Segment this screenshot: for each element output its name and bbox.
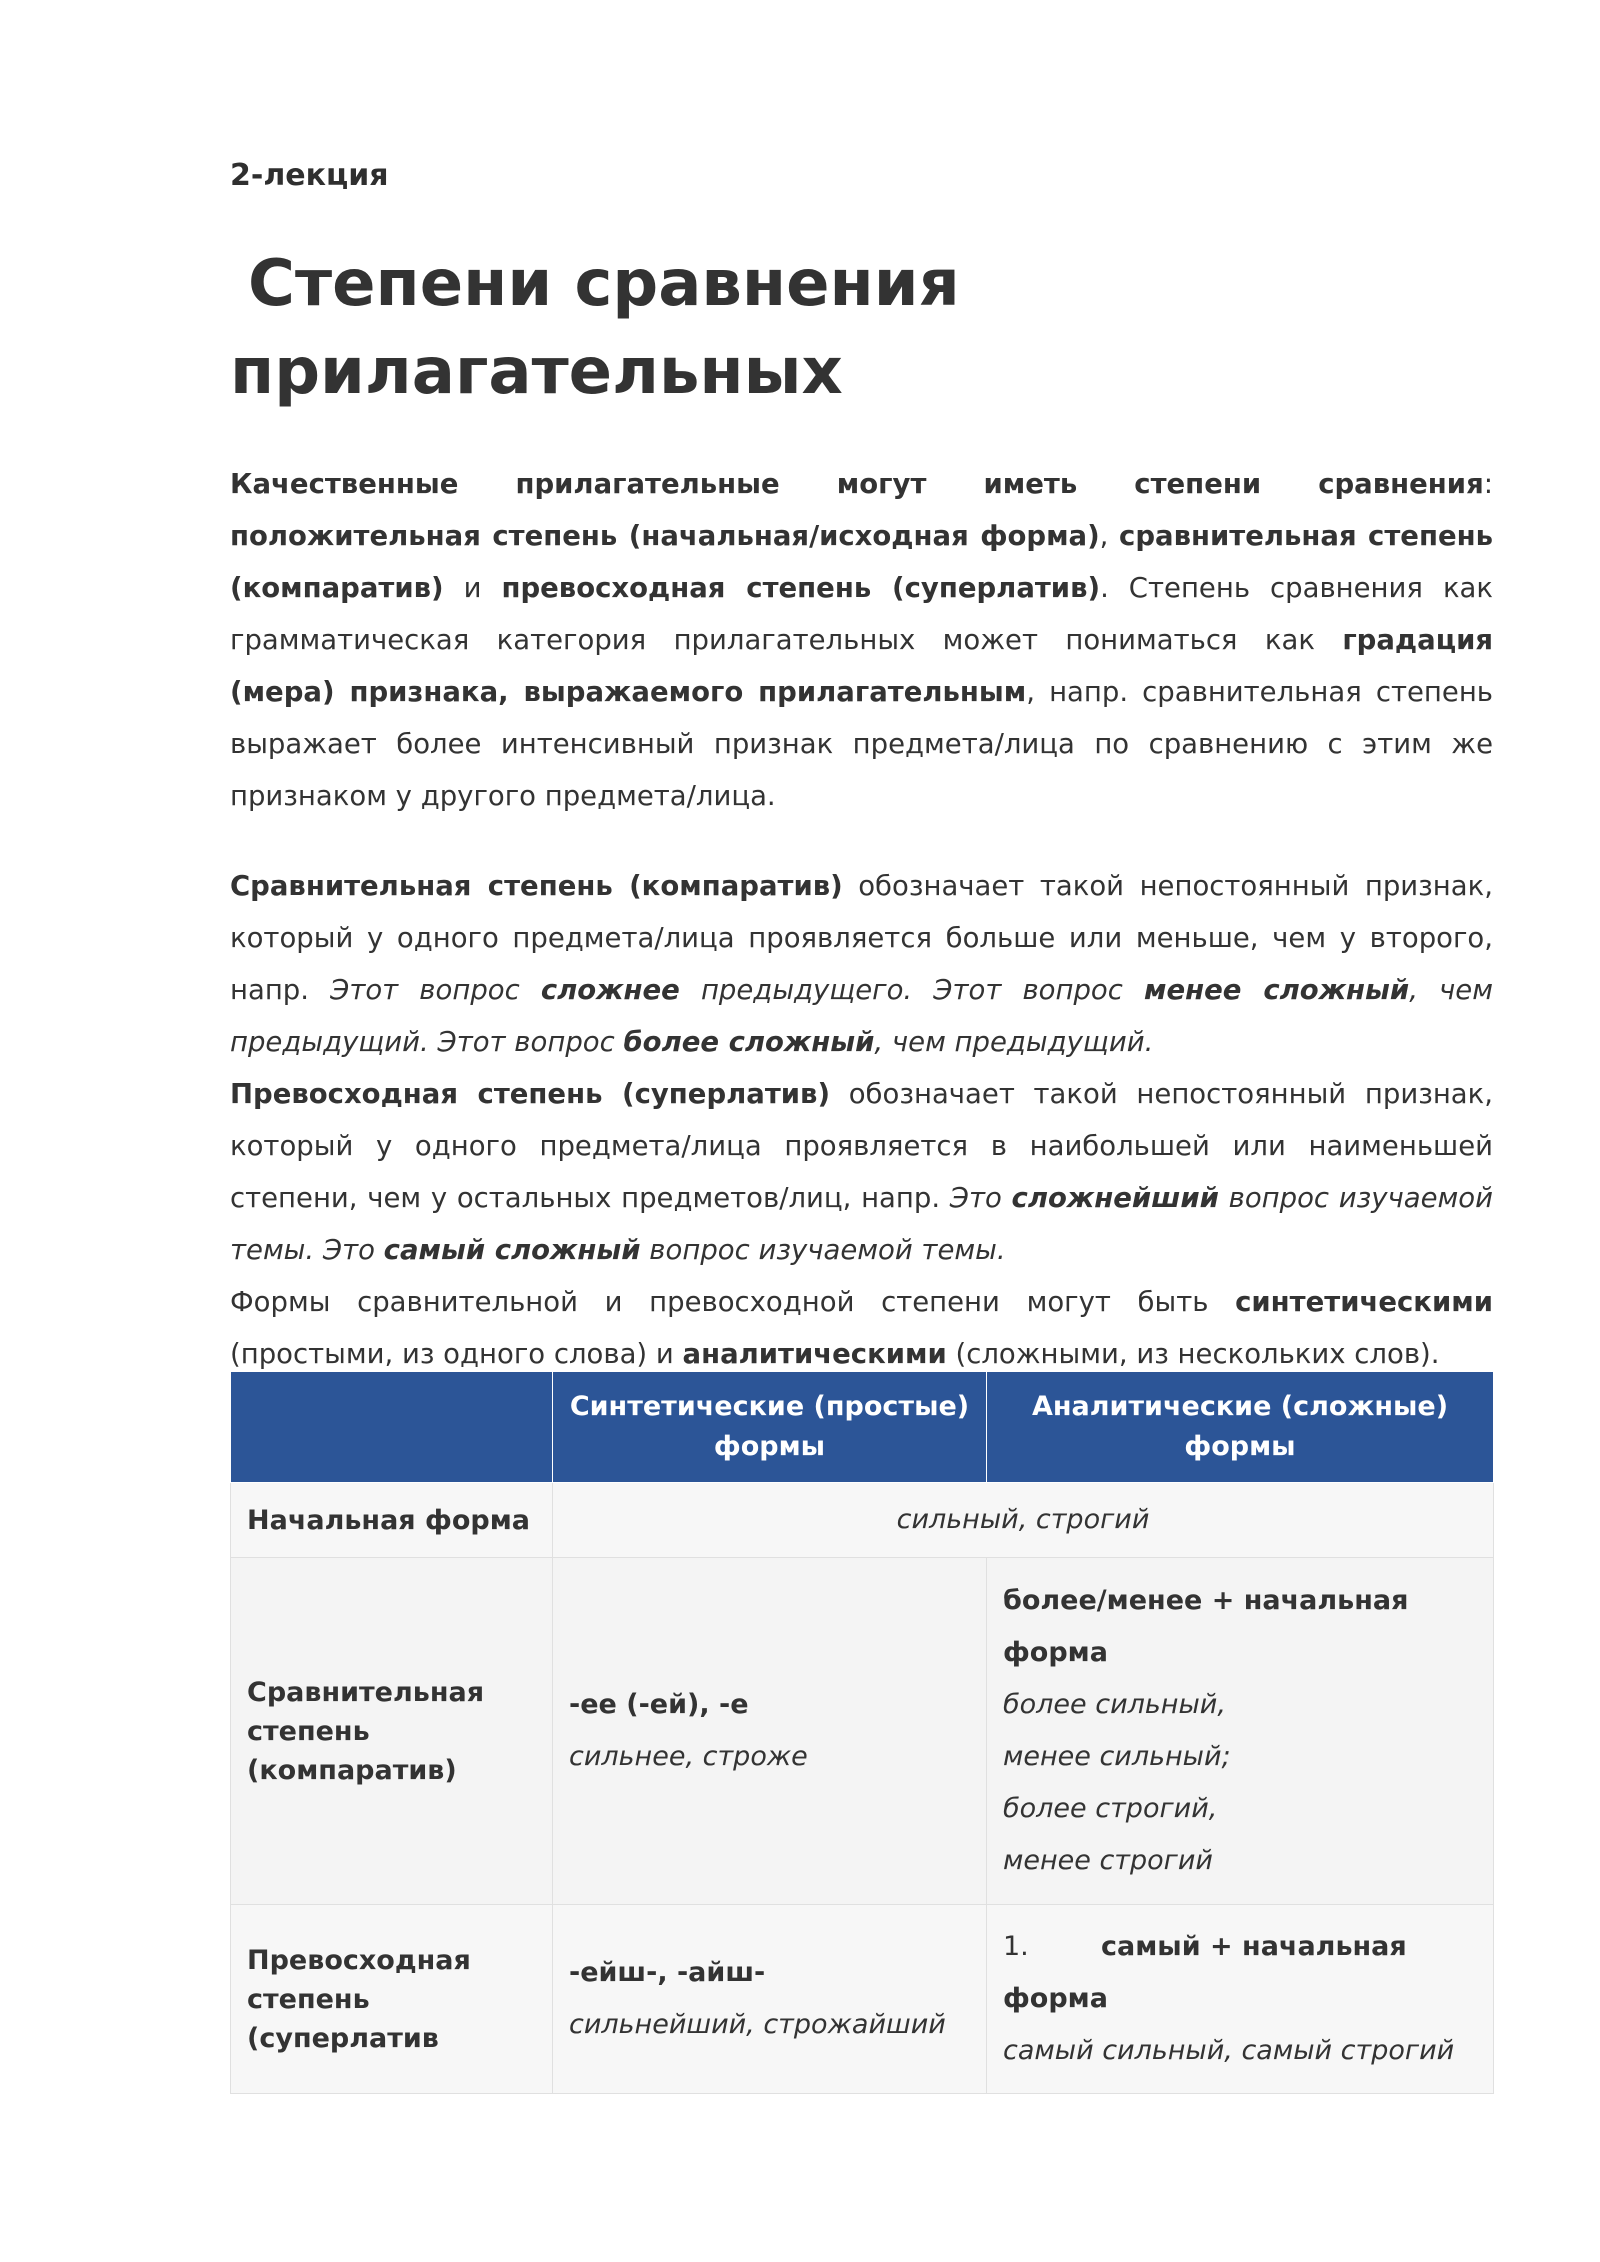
- italic-span: , чем предыдущий.: [874, 1026, 1154, 1058]
- intro-paragraph: [230, 458, 1493, 822]
- title-line-1: Степени сравнения: [248, 247, 960, 321]
- degrees-paragraph: [230, 860, 1493, 1380]
- italic-span: предыдущего. Этот вопрос: [679, 974, 1144, 1006]
- italic-span: вопрос изучаемой темы. Это: [230, 1182, 1493, 1266]
- superlative-analytic-rule: самый + начальная форма: [1003, 1931, 1407, 2014]
- italic-span: Этот вопрос: [330, 974, 541, 1006]
- list-number: 1.: [1003, 1931, 1029, 1962]
- bold-span: градация (мера) признака, выражаемого прилагательным: [230, 624, 1493, 708]
- italic-span: сильный, строгий: [896, 1504, 1150, 1535]
- bold-span: сравнительная степень (компаратив): [230, 520, 1493, 604]
- comparative-analytic-example: более строгий,: [1003, 1793, 1218, 1824]
- superlative-synthetic-rule: -ейш-, -айш-: [569, 1957, 766, 1988]
- bold-span: аналитическими: [682, 1338, 947, 1370]
- comparative-analytic-example: менее строгий: [1003, 1845, 1213, 1876]
- superlative-synthetic-example: сильнейший, строжайший: [569, 2009, 946, 2040]
- bold-span: менее сложный: [1143, 974, 1410, 1006]
- table-row-initial: [231, 1483, 1494, 1558]
- superlative-synthetic-cell: [553, 1905, 987, 2094]
- italic-span: , чем предыдущий. Этот вопрос: [230, 974, 1493, 1058]
- comparative-analytic-example: более сильный,: [1003, 1689, 1226, 1720]
- bold-span: положительная степень (начальная/исходная форма): [230, 520, 1100, 552]
- table-row-comparative: [231, 1558, 1494, 1905]
- bold-italic-span: [541, 974, 680, 1006]
- bold-span: Сравнительная степень (компаратив): [230, 870, 843, 902]
- comparative-synthetic-example: сильнее, строже: [569, 1741, 808, 1772]
- comparative-analytic-example: менее сильный;: [1003, 1741, 1231, 1772]
- bold-span: самый сложный: [383, 1234, 641, 1266]
- table-header-synthetic: Синтетические (простые) формы: [553, 1372, 987, 1483]
- comparative-analytic-cell: [987, 1558, 1494, 1905]
- bold-span: превосходная степень (суперлатив): [501, 572, 1101, 604]
- bold-italic-span: [1012, 1182, 1219, 1214]
- text-span: и: [443, 572, 502, 604]
- row-label-initial: Начальная форма: [231, 1483, 553, 1558]
- bold-italic-span: [1144, 974, 1409, 1006]
- title-line-2: прилагательных: [230, 335, 843, 409]
- text-span: :: [1483, 468, 1493, 500]
- bold-span: более сложный: [623, 1026, 875, 1058]
- bold-italic-span: [384, 1234, 641, 1266]
- table-row-superlative: [231, 1905, 1494, 2094]
- initial-form-value: [553, 1483, 1494, 1558]
- table-header-analytic: Аналитические (сложные) формы: [987, 1372, 1494, 1483]
- text-span: (сложными, из нескольких слов).: [946, 1338, 1440, 1370]
- page-title: [230, 240, 1030, 416]
- comparative-synthetic-cell: [553, 1558, 987, 1905]
- table-header-empty: [231, 1372, 553, 1483]
- italic-span: вопрос изучаемой темы.: [640, 1234, 1006, 1266]
- row-label-superlative: Превосходная степень (суперлатив: [231, 1905, 553, 2094]
- lecture-label: 2-лекция: [230, 158, 389, 193]
- bold-span: Превосходная степень (суперлатив): [230, 1078, 831, 1110]
- bold-span: синтетическими: [1235, 1286, 1493, 1318]
- bold-span: сложнее: [540, 974, 680, 1006]
- text-span: ,: [1099, 520, 1120, 552]
- row-label-comparative: Сравнительная степень (компаратив): [231, 1558, 553, 1905]
- text-span: обозначает такой непостоянный признак, который у одного предмета/лица проявляется в наибольшей или наименьшей степени, чем у остальных предметов/лиц, напр.: [230, 1078, 1493, 1214]
- comparative-analytic-rule: более/менее + начальная форма: [1003, 1585, 1409, 1668]
- text-span: . Степень сравнения как грамматическая категория прилагательных может пониматься как: [230, 572, 1494, 656]
- superlative-analytic-example: самый сильный, самый строгий: [1003, 2035, 1455, 2066]
- italic-span: Это: [949, 1182, 1012, 1214]
- text-span: Формы сравнительной и превосходной степени могут быть: [230, 1286, 1236, 1318]
- bold-italic-span: [623, 1026, 874, 1058]
- degrees-table: [230, 1371, 1494, 2094]
- text-span: обозначает такой непостоянный признак, который у одного предмета/лица проявляется больше или меньше, чем у второго, напр.: [230, 870, 1493, 1006]
- text-span: , напр. сравнительная степень выражает более интенсивный признак предмета/лица по сравнению с этим же признаком у другого предмета/лица.: [230, 676, 1494, 812]
- comparative-synthetic-rule: -ее (-ей), -е: [569, 1689, 749, 1720]
- bold-span: сложнейший: [1011, 1182, 1219, 1214]
- superlative-analytic-cell: [987, 1905, 1494, 2094]
- table-header-row: [231, 1372, 1494, 1483]
- bold-span: Качественные прилагательные могут иметь степени сравнения: [230, 468, 1484, 500]
- text-span: (простыми, из одного слова) и: [230, 1338, 683, 1370]
